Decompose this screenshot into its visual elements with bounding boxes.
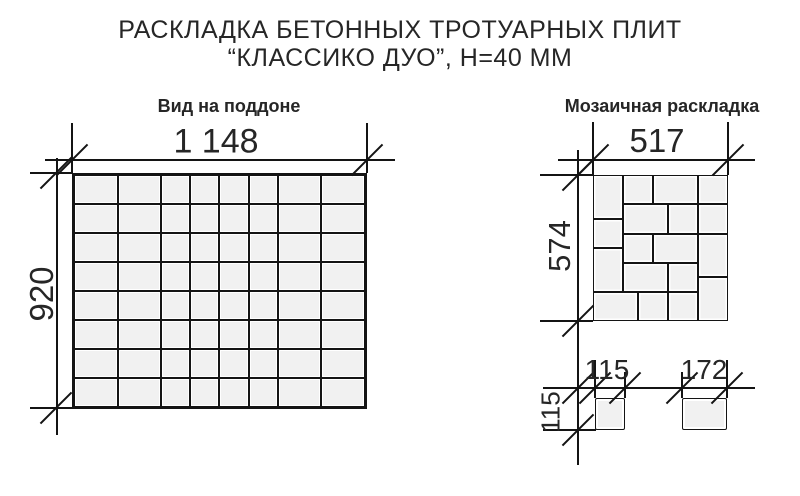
pallet-slab — [278, 349, 322, 378]
pallet-slab — [321, 349, 365, 378]
pallet-slab — [118, 233, 162, 262]
pallet-slab — [161, 320, 190, 349]
pallet-slab — [190, 204, 219, 233]
pallet-slab — [161, 349, 190, 378]
pallet-slab — [219, 320, 248, 349]
drawing-title-line2: “КЛАССИКО ДУО”, Н=40 ММ — [227, 44, 573, 72]
pallet-slab — [278, 320, 322, 349]
pallet-slab — [321, 204, 365, 233]
pallet-slab — [74, 320, 118, 349]
mosaic-layout — [593, 175, 728, 321]
pallet-slab — [219, 175, 248, 204]
mosaic-tile — [638, 292, 668, 321]
pallet-slab — [161, 204, 190, 233]
mosaic-tile — [698, 204, 728, 233]
mosaic-tile — [698, 175, 728, 204]
mosaic-tile — [698, 277, 728, 321]
pallet-slab — [74, 204, 118, 233]
pallet-slab — [278, 233, 322, 262]
pallet-view-heading: Вид на поддоне — [157, 96, 301, 116]
pallet-slab — [74, 262, 118, 291]
mosaic-tile — [593, 292, 638, 321]
mosaic-tile — [653, 175, 698, 204]
mosaic-width-dimension: 517 — [629, 122, 685, 159]
pallet-slab — [190, 378, 219, 407]
extension-line — [30, 407, 72, 409]
mosaic-tile — [668, 204, 698, 233]
pallet-slab — [161, 233, 190, 262]
mosaic-tile — [623, 175, 653, 204]
drawing-title-line1: РАСКЛАДКА БЕТОННЫХ ТРОТУАРНЫХ ПЛИТ — [118, 16, 682, 44]
pallet-slab — [74, 378, 118, 407]
dimension-line — [577, 350, 579, 465]
mosaic-tile — [623, 234, 653, 263]
mosaic-tile — [698, 234, 728, 278]
mosaic-tile — [653, 234, 698, 263]
pallet-slab — [219, 233, 248, 262]
pallet-slab — [118, 378, 162, 407]
extension-line — [540, 174, 593, 176]
pallet-slab — [190, 233, 219, 262]
pallet-slab — [74, 233, 118, 262]
pallet-slab — [190, 349, 219, 378]
pallet-slab — [161, 378, 190, 407]
pallet-slab — [249, 378, 278, 407]
pallet-slab — [161, 291, 190, 320]
extension-line — [366, 123, 368, 173]
large-tile-width-dimension: 172 — [680, 354, 728, 385]
small-tile-height-dimension: 115 — [535, 391, 566, 433]
pallet-slab — [219, 349, 248, 378]
mosaic-tile — [668, 263, 698, 292]
title-block — [0, 16, 800, 72]
pallet-slab — [74, 349, 118, 378]
pallet-slab — [278, 262, 322, 291]
mosaic-tile — [593, 219, 623, 248]
pallet-slab — [190, 262, 219, 291]
pallet-slab — [249, 291, 278, 320]
mosaic-tile — [668, 292, 698, 321]
pallet-slab — [161, 175, 190, 204]
pallet-slab — [249, 233, 278, 262]
pallet-slab — [118, 320, 162, 349]
pallet-slab — [249, 320, 278, 349]
pallet-slab — [161, 262, 190, 291]
extension-line — [727, 122, 729, 175]
pallet-slab — [249, 175, 278, 204]
pallet-slab — [219, 204, 248, 233]
pallet-slab — [190, 291, 219, 320]
pallet-grid — [72, 173, 367, 409]
pallet-slab — [321, 320, 365, 349]
pallet-slab — [278, 291, 322, 320]
pallet-slab — [118, 204, 162, 233]
extension-line — [30, 172, 72, 174]
mosaic-tile — [593, 175, 623, 219]
mosaic-tile — [623, 263, 668, 292]
pallet-height-dimension: 920 — [23, 266, 60, 322]
pallet-slab — [118, 262, 162, 291]
extension-line — [71, 123, 73, 173]
pallet-width-dimension: 1 148 — [173, 122, 259, 161]
detail-tile-large — [682, 398, 727, 430]
pallet-slab — [321, 378, 365, 407]
pallet-slab — [118, 291, 162, 320]
mosaic-height-dimension: 574 — [542, 220, 577, 272]
pallet-slab — [219, 378, 248, 407]
pallet-slab — [249, 262, 278, 291]
mosaic-view-heading: Мозаичная раскладка — [564, 96, 760, 116]
pallet-slab — [321, 262, 365, 291]
pallet-slab — [118, 175, 162, 204]
pallet-slab — [321, 175, 365, 204]
pallet-slab — [190, 320, 219, 349]
pallet-slab — [249, 349, 278, 378]
pallet-slab — [74, 175, 118, 204]
pallet-slab — [74, 291, 118, 320]
mosaic-tile — [593, 248, 623, 292]
pallet-slab — [278, 204, 322, 233]
pallet-slab — [278, 175, 322, 204]
pallet-slab — [321, 291, 365, 320]
extension-line — [540, 320, 593, 322]
pallet-slab — [219, 262, 248, 291]
pallet-slab — [321, 233, 365, 262]
pallet-slab — [219, 291, 248, 320]
mosaic-tile — [623, 204, 668, 233]
pallet-slab — [249, 204, 278, 233]
pallet-slab — [118, 349, 162, 378]
extension-line — [592, 122, 594, 175]
pallet-slab — [190, 175, 219, 204]
small-tile-width-dimension: 115 — [584, 354, 630, 385]
pallet-slab — [278, 378, 322, 407]
